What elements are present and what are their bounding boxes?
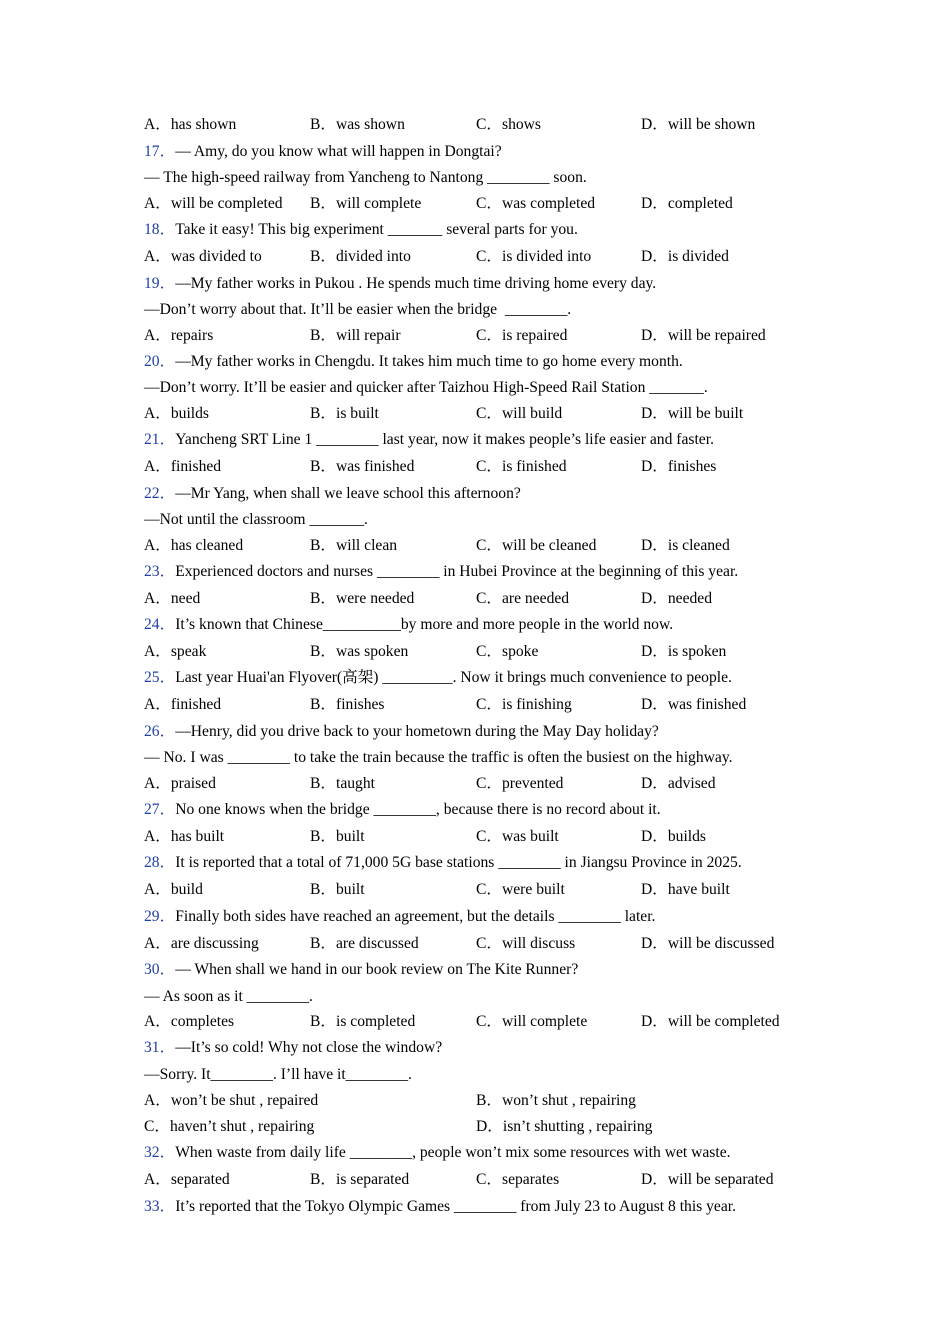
question-28 [144, 851, 824, 875]
option-a: A．builds [144, 405, 209, 422]
question-text: Yancheng SRT Line 1 ________ last year, now it makes people’s life easier and faster. [175, 431, 714, 448]
question-19-line-2: —Don’t worry about that. It’ll be easier when the bridge ________. [144, 301, 572, 318]
option-b: B．taught [310, 775, 375, 792]
question-text: It’s known that Chinese__________by more and more people in the world now. [175, 616, 674, 633]
options-row [144, 825, 824, 849]
option-d: D．will be shown [641, 116, 756, 133]
option-c: C．spoke [476, 643, 539, 660]
option-a: A．will be completed [144, 195, 283, 212]
question-number: 21． [144, 431, 176, 448]
option-a: A．has cleaned [144, 537, 244, 554]
options-row [144, 113, 824, 137]
option-d: D．needed [641, 590, 713, 607]
option-d: D．builds [641, 828, 706, 845]
option-b: B．will repair [310, 327, 401, 344]
option-b: B．is separated [310, 1171, 410, 1188]
question-26-line-2: — No. I was ________ to take the train because the traffic is often the busiest on the highway. [144, 749, 733, 766]
option-d: D．isn’t shutting , repairing [476, 1118, 653, 1135]
options-row [144, 192, 824, 216]
option-d: D．is cleaned [641, 537, 730, 554]
question-25 [144, 666, 824, 690]
option-c: C．is repaired [476, 327, 568, 344]
question-22 [144, 482, 824, 506]
question-number: 30． [144, 961, 176, 978]
option-b: B．was finished [310, 458, 415, 475]
question-number: 33． [144, 1198, 176, 1215]
option-c: C．is finished [476, 458, 567, 475]
question-23 [144, 560, 824, 584]
options-row [144, 932, 824, 956]
options-row [144, 402, 824, 426]
question-text: — When shall we hand in our book review on The Kite Runner? [175, 961, 579, 978]
question-number: 22． [144, 485, 176, 502]
option-d: D．finishes [641, 458, 717, 475]
option-c: C．separates [476, 1171, 560, 1188]
option-d: D．is spoken [641, 643, 727, 660]
question-number: 25． [144, 669, 176, 686]
option-b: B．finishes [310, 696, 385, 713]
question-26 [144, 720, 824, 744]
option-c: C．will complete [476, 1013, 588, 1030]
option-b: B．are discussed [310, 935, 419, 952]
question-19 [144, 272, 824, 296]
option-d: D．advised [641, 775, 716, 792]
question-27 [144, 798, 824, 822]
question-30 [144, 958, 824, 982]
question-text: No one knows when the bridge ________, because there is no record about it. [175, 801, 661, 818]
option-d: D．was finished [641, 696, 747, 713]
options-row [144, 1115, 824, 1139]
question-32 [144, 1141, 824, 1165]
option-b: B．were needed [310, 590, 415, 607]
question-number: 24． [144, 616, 176, 633]
question-31-line-2: —Sorry. It________. I’ll have it________. [144, 1066, 412, 1083]
option-b: B．was shown [310, 116, 405, 133]
question-number: 26． [144, 723, 176, 740]
option-a: A．finished [144, 696, 222, 713]
question-text: Finally both sides have reached an agreement, but the details ________ later. [175, 908, 656, 925]
option-b: B．will clean [310, 537, 398, 554]
options-row [144, 455, 824, 479]
question-17 [144, 140, 824, 164]
option-a: A．finished [144, 458, 222, 475]
option-d: D．will be discussed [641, 935, 775, 952]
question-text: Last year Huai'an Flyover(高架) _________. Now it brings much convenience to people. [175, 669, 732, 686]
option-b: B．will complete [310, 195, 422, 212]
question-text: —My father works in Pukou . He spends much time driving home every day. [175, 275, 657, 292]
option-a: A．repairs [144, 327, 214, 344]
option-c: C．prevented [476, 775, 564, 792]
question-number: 31． [144, 1039, 176, 1056]
option-a: A．separated [144, 1171, 230, 1188]
question-text: —It’s so cold! Why not close the window? [175, 1039, 443, 1056]
option-b: B．is built [310, 405, 379, 422]
options-row [144, 693, 824, 717]
question-text: —Mr Yang, when shall we leave school this afternoon? [175, 485, 521, 502]
question-number: 28． [144, 854, 176, 871]
question-number: 29． [144, 908, 176, 925]
options-row [144, 772, 824, 796]
question-text: —My father works in Chengdu. It takes him much time to go home every month. [175, 353, 683, 370]
question-number: 20． [144, 353, 176, 370]
option-d: D．will be completed [641, 1013, 780, 1030]
question-text: It is reported that a total of 71,000 5G base stations ________ in Jiangsu Province in 2025. [175, 854, 742, 871]
question-20-line-2: —Don’t worry. It’ll be easier and quicker after Taizhou High-Speed Rail Station _______. [144, 379, 708, 396]
options-row [144, 245, 824, 269]
option-c: C．is divided into [476, 248, 592, 265]
question-text: Take it easy! This big experiment _______ several parts for you. [175, 221, 578, 238]
question-31 [144, 1036, 824, 1060]
question-number: 27． [144, 801, 176, 818]
option-c: C．will discuss [476, 935, 576, 952]
options-row [144, 1168, 824, 1192]
option-c: C．were built [476, 881, 565, 898]
option-a: A．has built [144, 828, 225, 845]
option-c: C．will be cleaned [476, 537, 597, 554]
option-b: B．was spoken [310, 643, 409, 660]
question-24 [144, 613, 824, 637]
option-a: A．won’t be shut , repaired [144, 1092, 319, 1109]
option-b: B．built [310, 828, 365, 845]
option-c: C．haven’t shut , repairing [144, 1118, 315, 1135]
question-text: Experienced doctors and nurses ________ in Hubei Province at the beginning of this year. [175, 563, 739, 580]
option-a: A．completes [144, 1013, 235, 1030]
option-a: A．are discussing [144, 935, 259, 952]
option-a: A．build [144, 881, 203, 898]
question-number: 32． [144, 1144, 176, 1161]
options-row [144, 587, 824, 611]
option-d: D．will be repaired [641, 327, 766, 344]
option-a: A．need [144, 590, 201, 607]
option-a: A．praised [144, 775, 216, 792]
option-c: C．was built [476, 828, 559, 845]
question-number: 17． [144, 143, 176, 160]
option-b: B．divided into [310, 248, 411, 265]
question-21 [144, 428, 824, 452]
question-number: 18． [144, 221, 176, 238]
question-number: 19． [144, 275, 176, 292]
options-row [144, 324, 824, 348]
option-d: D．is divided [641, 248, 729, 265]
question-text: It’s reported that the Tokyo Olympic Games ________ from July 23 to August 8 this year. [175, 1198, 736, 1215]
question-30-line-2: — As soon as it ________. [144, 988, 313, 1005]
option-b: B．built [310, 881, 365, 898]
question-22-line-2: —Not until the classroom _______. [144, 511, 368, 528]
option-a: A．was divided to [144, 248, 262, 265]
question-29 [144, 905, 824, 929]
question-17-line-2: — The high-speed railway from Yancheng to Nantong ________ soon. [144, 169, 587, 186]
option-d: D．have built [641, 881, 730, 898]
option-d: D．will be built [641, 405, 744, 422]
options-row [144, 640, 824, 664]
options-row [144, 534, 824, 558]
option-d: D．completed [641, 195, 733, 212]
option-a: A．speak [144, 643, 207, 660]
question-number: 23． [144, 563, 176, 580]
question-18 [144, 218, 824, 242]
option-c: C．will build [476, 405, 563, 422]
option-b: B．is completed [310, 1013, 416, 1030]
question-text: When waste from daily life ________, people won’t mix some resources with wet waste. [175, 1144, 731, 1161]
option-c: C．is finishing [476, 696, 572, 713]
options-row [144, 878, 824, 902]
option-d: D．will be separated [641, 1171, 774, 1188]
option-a: A．has shown [144, 116, 237, 133]
option-c: C．shows [476, 116, 541, 133]
question-33 [144, 1195, 824, 1219]
question-text: — Amy, do you know what will happen in Dongtai? [175, 143, 502, 160]
option-b: B．won’t shut , repairing [476, 1092, 636, 1109]
question-20 [144, 350, 824, 374]
options-row [144, 1089, 824, 1113]
question-text: —Henry, did you drive back to your hometown during the May Day holiday? [175, 723, 659, 740]
options-row [144, 1010, 824, 1034]
option-c: C．are needed [476, 590, 570, 607]
option-c: C．was completed [476, 195, 596, 212]
